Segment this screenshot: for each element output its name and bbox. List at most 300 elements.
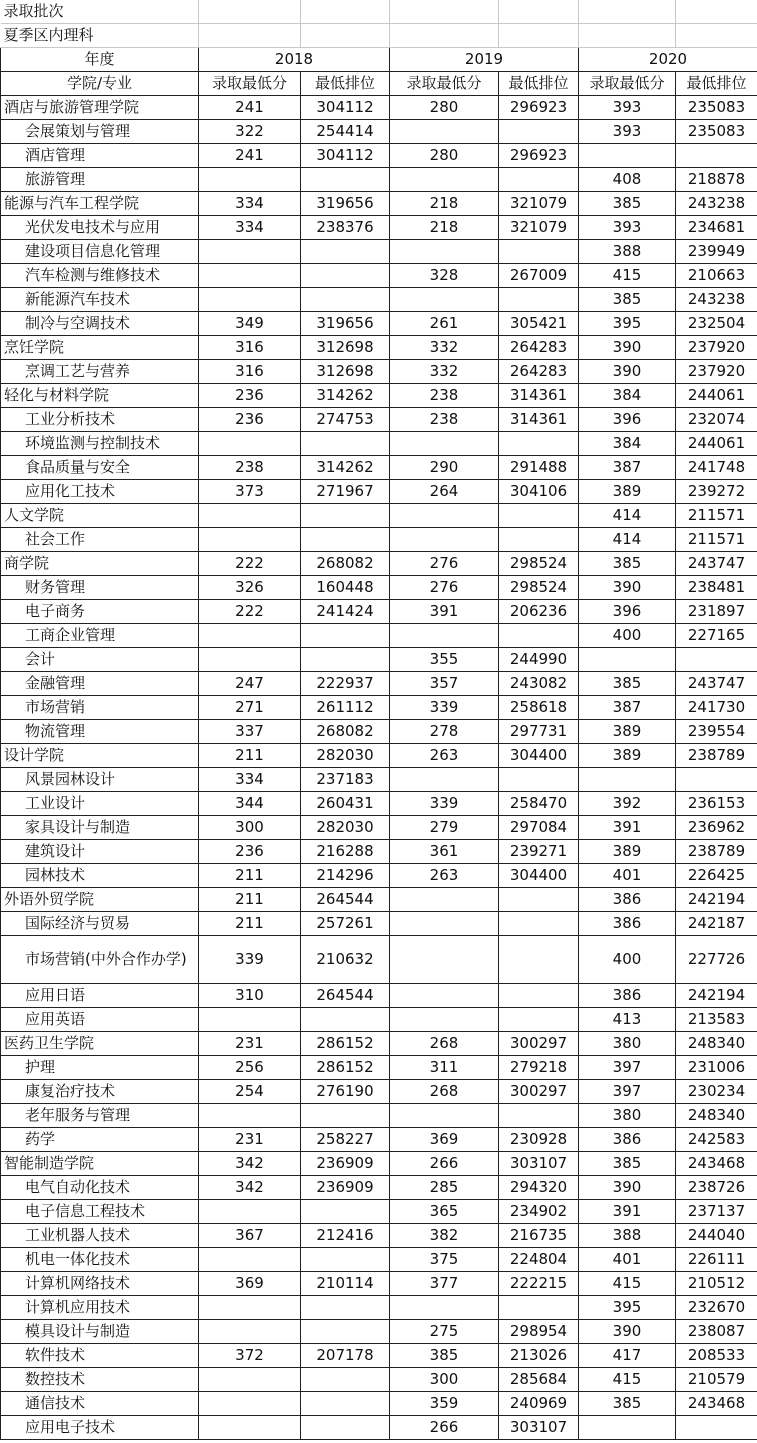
major-name[interactable]: 财务管理 xyxy=(1,576,199,600)
min-rank-2019-cell[interactable]: 279218 xyxy=(499,1056,579,1080)
min-score-2018-cell[interactable]: 300 xyxy=(199,816,301,840)
college-name[interactable]: 酒店与旅游管理学院 xyxy=(1,96,199,120)
batch-label[interactable]: 录取批次 xyxy=(1,0,199,24)
min-rank-2020-cell[interactable]: 243747 xyxy=(676,552,757,576)
min-score-2020-cell[interactable]: 380 xyxy=(579,1104,676,1128)
min-rank-2019-cell[interactable]: 297084 xyxy=(499,816,579,840)
min-score-2020-cell[interactable] xyxy=(579,144,676,168)
min-rank-2019-cell[interactable]: 300297 xyxy=(499,1080,579,1104)
min-score-2018-cell[interactable]: 349 xyxy=(199,312,301,336)
major-name[interactable]: 应用化工技术 xyxy=(1,480,199,504)
min-rank-2019-cell[interactable]: 298954 xyxy=(499,1320,579,1344)
min-score-2019-cell[interactable]: 359 xyxy=(390,1392,499,1416)
min-rank-2020-cell[interactable]: 211571 xyxy=(676,504,757,528)
min-score-2020-cell[interactable]: 393 xyxy=(579,216,676,240)
min-score-2018-cell[interactable]: 316 xyxy=(199,336,301,360)
min-score-2020-cell[interactable] xyxy=(579,648,676,672)
min-score-2018-cell[interactable] xyxy=(199,432,301,456)
min-rank-2020-cell[interactable]: 238789 xyxy=(676,744,757,768)
min-score-2018-cell[interactable] xyxy=(199,240,301,264)
min-score-2019-cell[interactable]: 276 xyxy=(390,576,499,600)
min-score-2018-cell[interactable]: 211 xyxy=(199,888,301,912)
min-score-2018-cell[interactable]: 241 xyxy=(199,96,301,120)
min-score-2020-cell[interactable]: 391 xyxy=(579,1200,676,1224)
min-score-2018-cell[interactable]: 271 xyxy=(199,696,301,720)
min-rank-2019-cell[interactable]: 234902 xyxy=(499,1200,579,1224)
min-score-2018-cell[interactable]: 222 xyxy=(199,552,301,576)
min-score-2018-cell[interactable] xyxy=(199,528,301,552)
min-score-2019-cell[interactable] xyxy=(390,168,499,192)
min-rank-2019-cell[interactable] xyxy=(499,888,579,912)
min-rank-2018-cell[interactable]: 286152 xyxy=(301,1032,390,1056)
min-score-2019-cell[interactable]: 361 xyxy=(390,840,499,864)
min-rank-2020-cell[interactable] xyxy=(676,144,757,168)
min-rank-2020-cell[interactable]: 243468 xyxy=(676,1152,757,1176)
major-name[interactable]: 应用电子技术 xyxy=(1,1416,199,1440)
min-score-2019-cell[interactable]: 218 xyxy=(390,192,499,216)
min-score-2020-cell[interactable] xyxy=(579,1416,676,1440)
min-score-2020-cell[interactable] xyxy=(579,768,676,792)
min-score-2020-cell[interactable]: 385 xyxy=(579,552,676,576)
min-score-2020-cell[interactable]: 413 xyxy=(579,1008,676,1032)
min-rank-2020-cell[interactable]: 218878 xyxy=(676,168,757,192)
major-name[interactable]: 通信技术 xyxy=(1,1392,199,1416)
min-score-2020-cell[interactable]: 380 xyxy=(579,1032,676,1056)
min-score-2019-cell[interactable]: 332 xyxy=(390,360,499,384)
min-rank-2019-cell[interactable]: 285684 xyxy=(499,1368,579,1392)
min-rank-2018-cell[interactable] xyxy=(301,1392,390,1416)
min-score-2018-cell[interactable] xyxy=(199,1104,301,1128)
min-score-2019-cell[interactable] xyxy=(390,1296,499,1320)
min-rank-2018-cell[interactable] xyxy=(301,168,390,192)
min-score-2019-cell[interactable]: 266 xyxy=(390,1416,499,1440)
min-score-2020-cell[interactable]: 386 xyxy=(579,912,676,936)
min-score-2018-cell[interactable]: 372 xyxy=(199,1344,301,1368)
min-score-2020-cell[interactable]: 417 xyxy=(579,1344,676,1368)
min-score-2020-cell[interactable]: 392 xyxy=(579,792,676,816)
min-rank-2018-cell[interactable]: 274753 xyxy=(301,408,390,432)
major-name[interactable]: 汽车检测与维修技术 xyxy=(1,264,199,288)
min-score-2020-cell[interactable]: 401 xyxy=(579,1248,676,1272)
min-rank-2019-cell[interactable]: 296923 xyxy=(499,144,579,168)
major-name[interactable]: 新能源汽车技术 xyxy=(1,288,199,312)
min-rank-2019-cell[interactable]: 305421 xyxy=(499,312,579,336)
min-score-2019-cell[interactable]: 238 xyxy=(390,408,499,432)
major-name[interactable]: 工业设计 xyxy=(1,792,199,816)
min-rank-2019-cell[interactable]: 244990 xyxy=(499,648,579,672)
min-rank-2020-cell[interactable]: 239554 xyxy=(676,720,757,744)
min-score-2020-cell[interactable]: 386 xyxy=(579,888,676,912)
min-rank-2019-cell[interactable]: 258618 xyxy=(499,696,579,720)
min-rank-2018-cell[interactable]: 238376 xyxy=(301,216,390,240)
min-score-2019-cell[interactable]: 275 xyxy=(390,1320,499,1344)
min-rank-2020-cell[interactable]: 242194 xyxy=(676,888,757,912)
min-rank-2019-cell[interactable] xyxy=(499,912,579,936)
college-name[interactable]: 人文学院 xyxy=(1,504,199,528)
min-rank-2019-cell[interactable]: 321079 xyxy=(499,192,579,216)
major-name[interactable]: 家具设计与制造 xyxy=(1,816,199,840)
min-rank-2019-cell[interactable]: 267009 xyxy=(499,264,579,288)
min-rank-2018-cell[interactable]: 254414 xyxy=(301,120,390,144)
min-score-2018-cell[interactable]: 236 xyxy=(199,384,301,408)
major-name[interactable]: 电子商务 xyxy=(1,600,199,624)
min-rank-2019-cell[interactable] xyxy=(499,1104,579,1128)
min-rank-2018-cell[interactable]: 304112 xyxy=(301,96,390,120)
min-score-2019-cell[interactable]: 264 xyxy=(390,480,499,504)
min-rank-2019-cell[interactable] xyxy=(499,768,579,792)
min-score-2019-cell[interactable]: 375 xyxy=(390,1248,499,1272)
min-rank-2018-cell[interactable]: 241424 xyxy=(301,600,390,624)
min-score-2020-cell[interactable]: 387 xyxy=(579,696,676,720)
min-score-2020-cell[interactable]: 397 xyxy=(579,1056,676,1080)
min-rank-2020-cell[interactable]: 210512 xyxy=(676,1272,757,1296)
min-rank-2019-cell[interactable]: 291488 xyxy=(499,456,579,480)
min-score-2020-cell[interactable]: 390 xyxy=(579,1320,676,1344)
min-score-2019-cell[interactable]: 261 xyxy=(390,312,499,336)
min-score-2018-cell[interactable]: 211 xyxy=(199,744,301,768)
min-score-2019-cell[interactable] xyxy=(390,240,499,264)
min-score-2019-cell[interactable]: 328 xyxy=(390,264,499,288)
min-score-2019-cell[interactable]: 355 xyxy=(390,648,499,672)
min-rank-2020-cell[interactable]: 241748 xyxy=(676,456,757,480)
min-score-2020-cell[interactable]: 391 xyxy=(579,816,676,840)
min-rank-header-2019[interactable]: 最低排位 xyxy=(499,72,579,96)
min-score-2018-cell[interactable]: 236 xyxy=(199,408,301,432)
min-rank-2020-cell[interactable]: 232504 xyxy=(676,312,757,336)
college-name[interactable]: 设计学院 xyxy=(1,744,199,768)
min-score-2020-cell[interactable]: 388 xyxy=(579,1224,676,1248)
min-score-2020-cell[interactable]: 415 xyxy=(579,264,676,288)
min-rank-2018-cell[interactable] xyxy=(301,432,390,456)
min-rank-2018-cell[interactable]: 319656 xyxy=(301,192,390,216)
min-score-2018-cell[interactable]: 310 xyxy=(199,984,301,1008)
min-score-2019-cell[interactable] xyxy=(390,120,499,144)
min-rank-2018-cell[interactable]: 260431 xyxy=(301,792,390,816)
min-score-2018-cell[interactable] xyxy=(199,1392,301,1416)
min-score-2019-cell[interactable]: 311 xyxy=(390,1056,499,1080)
min-score-2020-cell[interactable]: 396 xyxy=(579,600,676,624)
min-score-2020-cell[interactable]: 390 xyxy=(579,336,676,360)
min-rank-2018-cell[interactable] xyxy=(301,1008,390,1032)
min-rank-2020-cell[interactable]: 243238 xyxy=(676,192,757,216)
min-score-2020-cell[interactable]: 384 xyxy=(579,432,676,456)
major-name[interactable]: 食品质量与安全 xyxy=(1,456,199,480)
min-score-2020-cell[interactable]: 385 xyxy=(579,192,676,216)
min-score-2018-cell[interactable]: 334 xyxy=(199,216,301,240)
min-rank-2018-cell[interactable] xyxy=(301,1368,390,1392)
min-rank-2020-cell[interactable]: 239272 xyxy=(676,480,757,504)
major-name[interactable]: 康复治疗技术 xyxy=(1,1080,199,1104)
min-score-2019-cell[interactable]: 332 xyxy=(390,336,499,360)
min-rank-2020-cell[interactable]: 237920 xyxy=(676,336,757,360)
min-rank-2020-cell[interactable]: 243238 xyxy=(676,288,757,312)
min-score-2018-cell[interactable]: 231 xyxy=(199,1128,301,1152)
min-score-2020-cell[interactable]: 390 xyxy=(579,1176,676,1200)
major-name[interactable]: 机电一体化技术 xyxy=(1,1248,199,1272)
min-rank-2020-cell[interactable]: 236153 xyxy=(676,792,757,816)
min-rank-2019-cell[interactable]: 298524 xyxy=(499,576,579,600)
min-score-2020-cell[interactable]: 389 xyxy=(579,720,676,744)
min-rank-2020-cell[interactable]: 239949 xyxy=(676,240,757,264)
min-score-2020-cell[interactable]: 393 xyxy=(579,120,676,144)
min-rank-2018-cell[interactable]: 268082 xyxy=(301,720,390,744)
min-score-2018-cell[interactable]: 342 xyxy=(199,1152,301,1176)
min-score-2018-cell[interactable] xyxy=(199,288,301,312)
min-score-2019-cell[interactable] xyxy=(390,528,499,552)
min-rank-2018-cell[interactable] xyxy=(301,1200,390,1224)
major-name[interactable]: 酒店管理 xyxy=(1,144,199,168)
min-score-2020-cell[interactable]: 384 xyxy=(579,384,676,408)
min-rank-2018-cell[interactable] xyxy=(301,1416,390,1440)
min-rank-2019-cell[interactable] xyxy=(499,240,579,264)
min-rank-2020-cell[interactable]: 211571 xyxy=(676,528,757,552)
college-name[interactable]: 医药卫生学院 xyxy=(1,1032,199,1056)
min-rank-2019-cell[interactable] xyxy=(499,984,579,1008)
min-rank-2019-cell[interactable]: 222215 xyxy=(499,1272,579,1296)
min-rank-2018-cell[interactable] xyxy=(301,288,390,312)
min-rank-2019-cell[interactable]: 321079 xyxy=(499,216,579,240)
min-rank-2018-cell[interactable] xyxy=(301,1296,390,1320)
min-score-2018-cell[interactable]: 337 xyxy=(199,720,301,744)
min-rank-2018-cell[interactable]: 210114 xyxy=(301,1272,390,1296)
min-score-2020-cell[interactable]: 390 xyxy=(579,576,676,600)
min-rank-2020-cell[interactable]: 213583 xyxy=(676,1008,757,1032)
min-score-2020-cell[interactable]: 388 xyxy=(579,240,676,264)
min-score-2019-cell[interactable]: 276 xyxy=(390,552,499,576)
major-name[interactable]: 电子信息工程技术 xyxy=(1,1200,199,1224)
min-score-2020-cell[interactable]: 389 xyxy=(579,744,676,768)
min-rank-2019-cell[interactable]: 264283 xyxy=(499,336,579,360)
min-score-2020-cell[interactable]: 414 xyxy=(579,504,676,528)
min-score-2019-cell[interactable]: 266 xyxy=(390,1152,499,1176)
min-rank-2020-cell[interactable]: 248340 xyxy=(676,1104,757,1128)
major-name[interactable]: 国际经济与贸易 xyxy=(1,912,199,936)
min-score-2018-cell[interactable] xyxy=(199,648,301,672)
min-rank-2019-cell[interactable]: 230928 xyxy=(499,1128,579,1152)
min-rank-2020-cell[interactable]: 242583 xyxy=(676,1128,757,1152)
min-score-2018-cell[interactable]: 342 xyxy=(199,1176,301,1200)
min-rank-2019-cell[interactable] xyxy=(499,1296,579,1320)
min-rank-2018-cell[interactable] xyxy=(301,528,390,552)
min-score-2020-cell[interactable]: 415 xyxy=(579,1272,676,1296)
min-rank-2020-cell[interactable]: 238481 xyxy=(676,576,757,600)
college-name[interactable]: 轻化与材料学院 xyxy=(1,384,199,408)
min-rank-2020-cell[interactable]: 237137 xyxy=(676,1200,757,1224)
min-rank-2020-cell[interactable]: 238726 xyxy=(676,1176,757,1200)
min-score-2018-cell[interactable] xyxy=(199,168,301,192)
min-rank-2019-cell[interactable]: 239271 xyxy=(499,840,579,864)
major-name[interactable]: 工商企业管理 xyxy=(1,624,199,648)
min-rank-2019-cell[interactable] xyxy=(499,120,579,144)
min-score-2018-cell[interactable]: 254 xyxy=(199,1080,301,1104)
college-name[interactable]: 能源与汽车工程学院 xyxy=(1,192,199,216)
min-score-2019-cell[interactable] xyxy=(390,936,499,984)
min-rank-2019-cell[interactable]: 314361 xyxy=(499,408,579,432)
min-score-2019-cell[interactable] xyxy=(390,432,499,456)
min-rank-2020-cell[interactable]: 231006 xyxy=(676,1056,757,1080)
major-name[interactable]: 药学 xyxy=(1,1128,199,1152)
major-name[interactable]: 会展策划与管理 xyxy=(1,120,199,144)
min-score-2020-cell[interactable]: 415 xyxy=(579,1368,676,1392)
min-rank-2019-cell[interactable] xyxy=(499,624,579,648)
min-score-2019-cell[interactable]: 263 xyxy=(390,744,499,768)
major-name[interactable]: 电气自动化技术 xyxy=(1,1176,199,1200)
min-score-2018-cell[interactable] xyxy=(199,1416,301,1440)
min-score-2018-cell[interactable] xyxy=(199,624,301,648)
min-rank-2018-cell[interactable] xyxy=(301,1248,390,1272)
min-rank-2020-cell[interactable]: 210579 xyxy=(676,1368,757,1392)
min-score-2019-cell[interactable]: 339 xyxy=(390,792,499,816)
min-rank-2019-cell[interactable]: 304400 xyxy=(499,744,579,768)
min-score-2019-cell[interactable] xyxy=(390,984,499,1008)
min-rank-2018-cell[interactable]: 314262 xyxy=(301,456,390,480)
min-rank-2019-cell[interactable]: 264283 xyxy=(499,360,579,384)
min-rank-2020-cell[interactable]: 231897 xyxy=(676,600,757,624)
major-name[interactable]: 应用英语 xyxy=(1,1008,199,1032)
min-rank-2018-cell[interactable]: 261112 xyxy=(301,696,390,720)
min-rank-2018-cell[interactable] xyxy=(301,240,390,264)
major-name[interactable]: 软件技术 xyxy=(1,1344,199,1368)
min-rank-2020-cell[interactable]: 230234 xyxy=(676,1080,757,1104)
min-score-2018-cell[interactable]: 322 xyxy=(199,120,301,144)
min-rank-2018-cell[interactable]: 319656 xyxy=(301,312,390,336)
min-rank-2019-cell[interactable]: 298524 xyxy=(499,552,579,576)
min-rank-2019-cell[interactable]: 304106 xyxy=(499,480,579,504)
min-score-2019-cell[interactable]: 279 xyxy=(390,816,499,840)
min-rank-2019-cell[interactable] xyxy=(499,168,579,192)
year-2019[interactable]: 2019 xyxy=(390,48,579,72)
min-rank-2018-cell[interactable]: 237183 xyxy=(301,768,390,792)
min-rank-2018-cell[interactable]: 264544 xyxy=(301,888,390,912)
min-rank-header-2018[interactable]: 最低排位 xyxy=(301,72,390,96)
min-rank-2018-cell[interactable] xyxy=(301,264,390,288)
min-rank-2018-cell[interactable]: 160448 xyxy=(301,576,390,600)
min-score-2019-cell[interactable]: 391 xyxy=(390,600,499,624)
min-rank-2018-cell[interactable]: 286152 xyxy=(301,1056,390,1080)
min-score-2020-cell[interactable]: 390 xyxy=(579,360,676,384)
min-score-2018-cell[interactable] xyxy=(199,504,301,528)
min-score-2019-cell[interactable]: 280 xyxy=(390,96,499,120)
min-score-2018-cell[interactable]: 316 xyxy=(199,360,301,384)
min-score-2018-cell[interactable] xyxy=(199,1200,301,1224)
min-rank-2019-cell[interactable]: 300297 xyxy=(499,1032,579,1056)
college-name[interactable]: 商学院 xyxy=(1,552,199,576)
major-name[interactable]: 园林技术 xyxy=(1,864,199,888)
min-score-2020-cell[interactable]: 386 xyxy=(579,984,676,1008)
min-rank-2020-cell[interactable]: 243468 xyxy=(676,1392,757,1416)
min-rank-2019-cell[interactable] xyxy=(499,528,579,552)
min-score-2020-cell[interactable]: 400 xyxy=(579,936,676,984)
min-rank-2019-cell[interactable] xyxy=(499,432,579,456)
major-name[interactable]: 计算机应用技术 xyxy=(1,1296,199,1320)
min-score-2019-cell[interactable]: 382 xyxy=(390,1224,499,1248)
min-score-2018-cell[interactable] xyxy=(199,1008,301,1032)
min-score-2018-cell[interactable]: 231 xyxy=(199,1032,301,1056)
min-score-header-2020[interactable]: 录取最低分 xyxy=(579,72,676,96)
min-rank-2018-cell[interactable]: 216288 xyxy=(301,840,390,864)
min-score-2019-cell[interactable]: 369 xyxy=(390,1128,499,1152)
min-rank-2020-cell[interactable]: 232670 xyxy=(676,1296,757,1320)
min-rank-2020-cell[interactable] xyxy=(676,648,757,672)
min-rank-2019-cell[interactable]: 303107 xyxy=(499,1152,579,1176)
year-label[interactable]: 年度 xyxy=(1,48,199,72)
min-rank-2019-cell[interactable]: 240969 xyxy=(499,1392,579,1416)
min-rank-2018-cell[interactable]: 207178 xyxy=(301,1344,390,1368)
min-rank-2020-cell[interactable] xyxy=(676,1416,757,1440)
min-score-2018-cell[interactable]: 211 xyxy=(199,864,301,888)
major-name[interactable]: 市场营销(中外合作办学) xyxy=(1,936,199,984)
min-score-2019-cell[interactable] xyxy=(390,1104,499,1128)
min-rank-2020-cell[interactable]: 243747 xyxy=(676,672,757,696)
min-rank-2019-cell[interactable] xyxy=(499,504,579,528)
min-score-2019-cell[interactable]: 238 xyxy=(390,384,499,408)
major-name[interactable]: 数控技术 xyxy=(1,1368,199,1392)
min-score-2019-cell[interactable]: 385 xyxy=(390,1344,499,1368)
min-rank-2018-cell[interactable]: 257261 xyxy=(301,912,390,936)
min-rank-2019-cell[interactable]: 216735 xyxy=(499,1224,579,1248)
major-name[interactable]: 老年服务与管理 xyxy=(1,1104,199,1128)
major-name[interactable]: 会计 xyxy=(1,648,199,672)
min-rank-2019-cell[interactable]: 294320 xyxy=(499,1176,579,1200)
min-rank-2020-cell[interactable]: 236962 xyxy=(676,816,757,840)
year-2020[interactable]: 2020 xyxy=(579,48,757,72)
min-score-2020-cell[interactable]: 393 xyxy=(579,96,676,120)
min-score-2018-cell[interactable]: 241 xyxy=(199,144,301,168)
min-score-2018-cell[interactable] xyxy=(199,264,301,288)
min-rank-2020-cell[interactable]: 242194 xyxy=(676,984,757,1008)
major-name[interactable]: 风景园林设计 xyxy=(1,768,199,792)
min-rank-2018-cell[interactable]: 304112 xyxy=(301,144,390,168)
min-score-2019-cell[interactable]: 280 xyxy=(390,144,499,168)
min-rank-2018-cell[interactable] xyxy=(301,624,390,648)
min-score-2019-cell[interactable]: 268 xyxy=(390,1032,499,1056)
min-rank-2018-cell[interactable]: 264544 xyxy=(301,984,390,1008)
min-score-2020-cell[interactable]: 414 xyxy=(579,528,676,552)
major-name[interactable]: 护理 xyxy=(1,1056,199,1080)
major-name[interactable]: 计算机网络技术 xyxy=(1,1272,199,1296)
min-rank-2020-cell[interactable]: 242187 xyxy=(676,912,757,936)
min-score-2018-cell[interactable]: 334 xyxy=(199,192,301,216)
region-label[interactable]: 夏季区内理科 xyxy=(1,24,199,48)
min-rank-2019-cell[interactable]: 314361 xyxy=(499,384,579,408)
min-rank-2019-cell[interactable]: 206236 xyxy=(499,600,579,624)
min-rank-2018-cell[interactable]: 276190 xyxy=(301,1080,390,1104)
min-score-2019-cell[interactable] xyxy=(390,1008,499,1032)
major-name[interactable]: 烹调工艺与营养 xyxy=(1,360,199,384)
major-name[interactable]: 制冷与空调技术 xyxy=(1,312,199,336)
min-score-2019-cell[interactable]: 357 xyxy=(390,672,499,696)
min-rank-2019-cell[interactable] xyxy=(499,288,579,312)
min-score-2020-cell[interactable]: 389 xyxy=(579,840,676,864)
major-name[interactable]: 金融管理 xyxy=(1,672,199,696)
min-rank-2018-cell[interactable]: 212416 xyxy=(301,1224,390,1248)
major-name[interactable]: 市场营销 xyxy=(1,696,199,720)
min-rank-2020-cell[interactable]: 248340 xyxy=(676,1032,757,1056)
min-rank-2020-cell[interactable]: 232074 xyxy=(676,408,757,432)
min-rank-2019-cell[interactable]: 213026 xyxy=(499,1344,579,1368)
min-score-2018-cell[interactable] xyxy=(199,1248,301,1272)
min-rank-2020-cell[interactable]: 226425 xyxy=(676,864,757,888)
min-score-2018-cell[interactable] xyxy=(199,1296,301,1320)
min-rank-2018-cell[interactable]: 271967 xyxy=(301,480,390,504)
min-score-2019-cell[interactable]: 278 xyxy=(390,720,499,744)
min-rank-2018-cell[interactable] xyxy=(301,504,390,528)
major-name[interactable]: 建设项目信息化管理 xyxy=(1,240,199,264)
min-rank-2018-cell[interactable]: 282030 xyxy=(301,744,390,768)
min-rank-2020-cell[interactable]: 244061 xyxy=(676,432,757,456)
min-rank-2018-cell[interactable] xyxy=(301,1320,390,1344)
min-score-2018-cell[interactable]: 222 xyxy=(199,600,301,624)
